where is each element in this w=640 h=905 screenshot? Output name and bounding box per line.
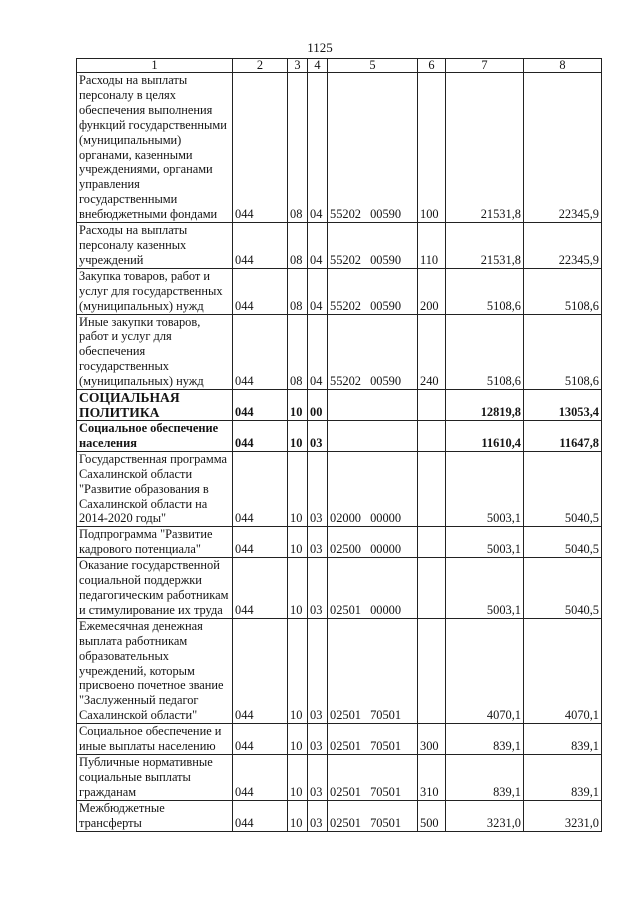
table-body <box>77 59 602 832</box>
target-code-cell <box>328 314 418 390</box>
target-code-cell <box>328 268 418 314</box>
target-code: 55202 00590 <box>330 252 402 267</box>
target-code: 02501 70501 <box>330 784 402 799</box>
expense-type-cell <box>418 618 446 723</box>
amount-2019-cell: 839,1 <box>446 724 524 755</box>
gov-code-cell: 044 <box>233 268 288 314</box>
amount-2020-cell: 5040,5 <box>524 527 602 558</box>
target-code: 55202 00590 <box>330 374 402 389</box>
gov-code-cell: 044 <box>233 618 288 723</box>
target-code: 02501 70501 <box>330 815 402 830</box>
subsection-cell: 03 <box>308 800 328 831</box>
row-name-cell: Оказание государственной социальной поддержки педагогическим работникам и стимулирование их труда <box>77 558 233 619</box>
subsection-cell: 03 <box>308 754 328 800</box>
section-cell: 10 <box>288 451 308 527</box>
amount-2020-cell: 13053,4 <box>524 390 602 421</box>
subsection-cell: 04 <box>308 268 328 314</box>
row-name-cell: Расходы на выплаты персоналу казенных учреждений <box>77 223 233 269</box>
gov-code-cell: 044 <box>233 558 288 619</box>
target-code-cell <box>328 73 418 223</box>
budget-table <box>76 58 602 832</box>
amount-2019-cell: 21531,8 <box>446 223 524 269</box>
section-cell: 10 <box>288 618 308 723</box>
section-cell: 10 <box>288 527 308 558</box>
column-header: 6 <box>418 59 446 73</box>
gov-code-cell: 044 <box>233 223 288 269</box>
gov-code-cell: 044 <box>233 314 288 390</box>
expense-type-cell: 100 <box>418 73 446 223</box>
gov-code-cell: 044 <box>233 73 288 223</box>
expense-type-cell: 110 <box>418 223 446 269</box>
amount-2020-cell: 22345,9 <box>524 73 602 223</box>
gov-code-cell: 044 <box>233 421 288 452</box>
column-header: 2 <box>233 59 288 73</box>
table-row <box>77 724 602 755</box>
table-row <box>77 314 602 390</box>
table-row <box>77 73 602 223</box>
subsection-cell: 00 <box>308 390 328 421</box>
subsection-cell: 03 <box>308 421 328 452</box>
amount-2019-cell: 5003,1 <box>446 451 524 527</box>
amount-2020-cell: 839,1 <box>524 754 602 800</box>
table-row <box>77 618 602 723</box>
target-code-cell <box>328 724 418 755</box>
row-name-cell: Межбюджетные трансферты <box>77 800 233 831</box>
gov-code-cell: 044 <box>233 527 288 558</box>
amount-2020-cell: 5108,6 <box>524 268 602 314</box>
target-code-cell <box>328 754 418 800</box>
row-name-cell: Расходы на выплаты персоналу в целях обеспечения выполнения функций государственными (муниципальными) органами, казенными учреждениями, органами управления государственными внебюджетными фондами <box>77 73 233 223</box>
column-header: 5 <box>328 59 418 73</box>
row-name-cell: Закупка товаров, работ и услуг для государственных (муниципальных) нужд <box>77 268 233 314</box>
section-cell: 10 <box>288 558 308 619</box>
amount-2019-cell: 5003,1 <box>446 558 524 619</box>
amount-2019-cell: 5108,6 <box>446 314 524 390</box>
row-name-cell: Иные закупки товаров, работ и услуг для обеспечения государственных (муниципальных) нужд <box>77 314 233 390</box>
expense-type-cell: 200 <box>418 268 446 314</box>
amount-2020-cell: 11647,8 <box>524 421 602 452</box>
section-cell: 08 <box>288 223 308 269</box>
target-code-cell <box>328 223 418 269</box>
expense-type-cell: 310 <box>418 754 446 800</box>
gov-code-cell: 044 <box>233 724 288 755</box>
amount-2019-cell: 5003,1 <box>446 527 524 558</box>
target-code: 55202 00590 <box>330 298 402 313</box>
amount-2020-cell: 5108,6 <box>524 314 602 390</box>
row-name-cell: Ежемесячная денежная выплата работникам образовательных учреждений, которым присвоено почетное звание "Заслуженный педагог Сахалинской области" <box>77 618 233 723</box>
target-code-cell <box>328 618 418 723</box>
table-row <box>77 223 602 269</box>
table-row <box>77 268 602 314</box>
row-name-cell: СОЦИАЛЬНАЯ ПОЛИТИКА <box>77 390 233 421</box>
section-cell: 10 <box>288 421 308 452</box>
amount-2019-cell: 21531,8 <box>446 73 524 223</box>
row-name-cell: Публичные нормативные социальные выплаты гражданам <box>77 754 233 800</box>
subsection-cell: 03 <box>308 724 328 755</box>
row-name-cell: Социальное обеспечение населения <box>77 421 233 452</box>
row-name-cell: Подпрограмма "Развитие кадрового потенциала" <box>77 527 233 558</box>
expense-type-cell <box>418 451 446 527</box>
table-row <box>77 754 602 800</box>
target-code: 02000 00000 <box>330 511 402 526</box>
amount-2019-cell: 3231,0 <box>446 800 524 831</box>
gov-code-cell: 044 <box>233 754 288 800</box>
expense-type-cell <box>418 527 446 558</box>
section-cell: 10 <box>288 390 308 421</box>
amount-2019-cell: 11610,4 <box>446 421 524 452</box>
column-header: 8 <box>524 59 602 73</box>
amount-2019-cell: 4070,1 <box>446 618 524 723</box>
section-cell: 08 <box>288 314 308 390</box>
expense-type-cell <box>418 390 446 421</box>
subsection-cell: 03 <box>308 527 328 558</box>
target-code-cell <box>328 421 418 452</box>
section-cell: 10 <box>288 800 308 831</box>
section-cell: 08 <box>288 73 308 223</box>
gov-code-cell: 044 <box>233 390 288 421</box>
target-code: 55202 00590 <box>330 207 402 222</box>
expense-type-cell: 240 <box>418 314 446 390</box>
amount-2020-cell: 5040,5 <box>524 451 602 527</box>
target-code-cell <box>328 800 418 831</box>
expense-type-cell: 300 <box>418 724 446 755</box>
target-code: 02500 00000 <box>330 542 402 557</box>
target-code-cell <box>328 390 418 421</box>
target-code-cell <box>328 558 418 619</box>
amount-2019-cell: 12819,8 <box>446 390 524 421</box>
row-name-cell: Социальное обеспечение и иные выплаты населению <box>77 724 233 755</box>
subsection-cell: 03 <box>308 558 328 619</box>
target-code: 02501 70501 <box>330 739 402 754</box>
subsection-cell: 04 <box>308 314 328 390</box>
amount-2020-cell: 5040,5 <box>524 558 602 619</box>
table-row <box>77 390 602 421</box>
header-row <box>77 59 602 73</box>
amount-2020-cell: 22345,9 <box>524 223 602 269</box>
subsection-cell: 04 <box>308 73 328 223</box>
amount-2020-cell: 3231,0 <box>524 800 602 831</box>
subsection-cell: 04 <box>308 223 328 269</box>
expense-type-cell: 500 <box>418 800 446 831</box>
amount-2019-cell: 5108,6 <box>446 268 524 314</box>
gov-code-cell: 044 <box>233 800 288 831</box>
gov-code-cell: 044 <box>233 451 288 527</box>
table-row <box>77 421 602 452</box>
amount-2020-cell: 839,1 <box>524 724 602 755</box>
column-header: 3 <box>288 59 308 73</box>
table-row <box>77 451 602 527</box>
table-row <box>77 527 602 558</box>
section-cell: 10 <box>288 754 308 800</box>
expense-type-cell <box>418 421 446 452</box>
table-row <box>77 558 602 619</box>
target-code-cell <box>328 527 418 558</box>
amount-2019-cell: 839,1 <box>446 754 524 800</box>
expense-type-cell <box>418 558 446 619</box>
table-row <box>77 800 602 831</box>
target-code: 02501 00000 <box>330 602 402 617</box>
column-header: 7 <box>446 59 524 73</box>
subsection-cell: 03 <box>308 618 328 723</box>
column-header: 1 <box>77 59 233 73</box>
target-code-cell <box>328 451 418 527</box>
page-number: 1125 <box>307 40 333 55</box>
section-cell: 10 <box>288 724 308 755</box>
target-code: 02501 70501 <box>330 708 402 723</box>
amount-2020-cell: 4070,1 <box>524 618 602 723</box>
row-name-cell: Государственная программа Сахалинской области "Развитие образования в Сахалинской области на 2014-2020 годы" <box>77 451 233 527</box>
column-header: 4 <box>308 59 328 73</box>
subsection-cell: 03 <box>308 451 328 527</box>
section-cell: 08 <box>288 268 308 314</box>
